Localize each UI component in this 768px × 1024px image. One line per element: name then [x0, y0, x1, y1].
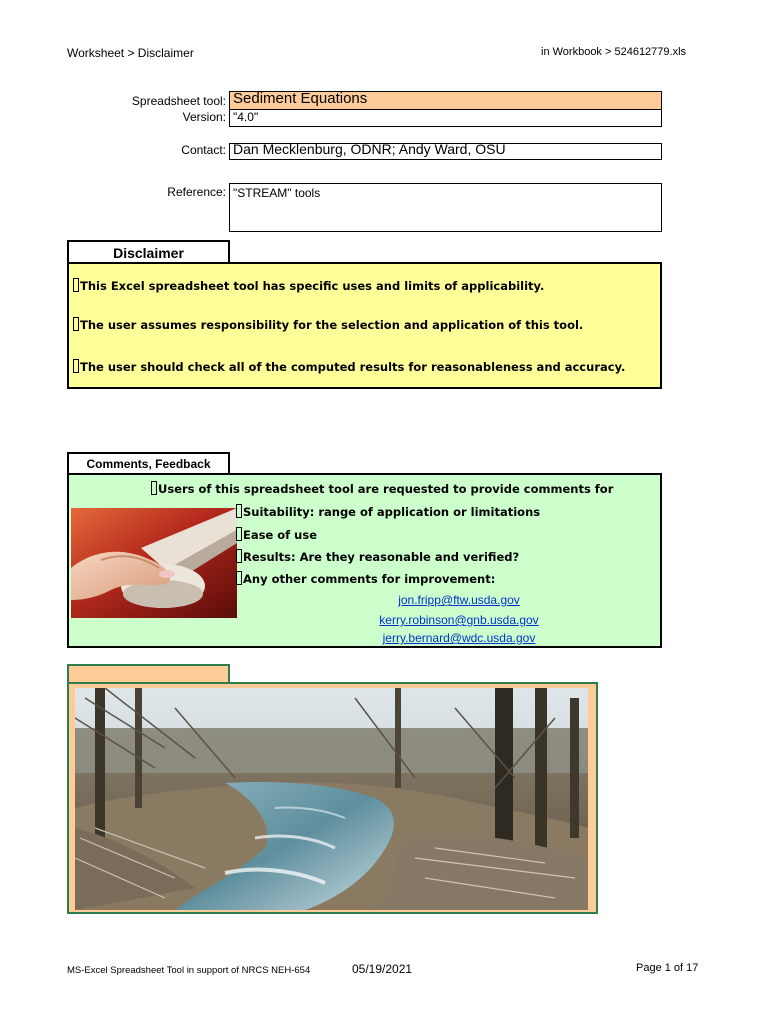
stream-photo: [75, 688, 588, 910]
bullet-box-icon: [73, 278, 79, 292]
tool-label: Spreadsheet tool:: [131, 94, 226, 108]
tool-value: Sediment Equations: [229, 91, 662, 110]
bullet-box-icon: [236, 504, 242, 518]
email-link-fripp[interactable]: jon.fripp@ftw.usda.gov: [398, 593, 520, 607]
bullet-box-icon: [73, 359, 79, 373]
bullet-box-icon: [236, 527, 242, 541]
comment-item: Results: Are they reasonable and verified?: [236, 549, 519, 564]
disclaimer-line: The user assumes responsibility for the selection and application of this tool.: [73, 317, 583, 332]
footer-left: MS-Excel Spreadsheet Tool in support of NRCS NEH-654: [67, 965, 311, 976]
footer-page: Page 1 of 17: [636, 962, 699, 974]
footer-date: 05/19/2021: [352, 962, 413, 976]
contact-label: Contact:: [181, 143, 226, 157]
contact-value: Dan Mecklenburg, ODNR; Andy Ward, OSU: [229, 143, 662, 160]
bullet-box-icon: [151, 481, 157, 495]
reference-value: "STREAM" tools: [229, 183, 662, 232]
disclaimer-panel: [67, 262, 662, 389]
breadcrumb: Worksheet > Disclaimer: [67, 46, 194, 60]
email-link-robinson[interactable]: kerry.robinson@gnb.usda.gov: [379, 613, 539, 627]
comments-intro: Users of this spreadsheet tool are requested to provide comments for: [151, 481, 613, 496]
photo-frame: [67, 682, 598, 914]
version-value: "4.0": [229, 109, 662, 127]
bullet-box-icon: [236, 571, 242, 585]
comment-item: Ease of use: [236, 527, 317, 542]
comments-panel: [67, 473, 662, 648]
reference-label: Reference:: [167, 185, 226, 199]
bullet-box-icon: [236, 549, 242, 563]
hand-mouse-image: [71, 508, 237, 618]
comment-item: Any other comments for improvement:: [236, 571, 495, 586]
photo-tab: [67, 664, 230, 684]
email-link-bernard[interactable]: jerry.bernard@wdc.usda.gov: [382, 631, 536, 645]
version-label: Version:: [182, 110, 226, 124]
workbook-reference: in Workbook > 524612779.xls: [541, 46, 687, 58]
disclaimer-title: Disclaimer: [67, 240, 230, 264]
disclaimer-line: The user should check all of the computed results for reasonableness and accuracy.: [73, 359, 625, 374]
comment-item: Suitability: range of application or limitations: [236, 504, 540, 519]
disclaimer-line: This Excel spreadsheet tool has specific uses and limits of applicability.: [73, 278, 544, 293]
comments-title: Comments, Feedback: [67, 452, 230, 474]
bullet-box-icon: [73, 317, 79, 331]
